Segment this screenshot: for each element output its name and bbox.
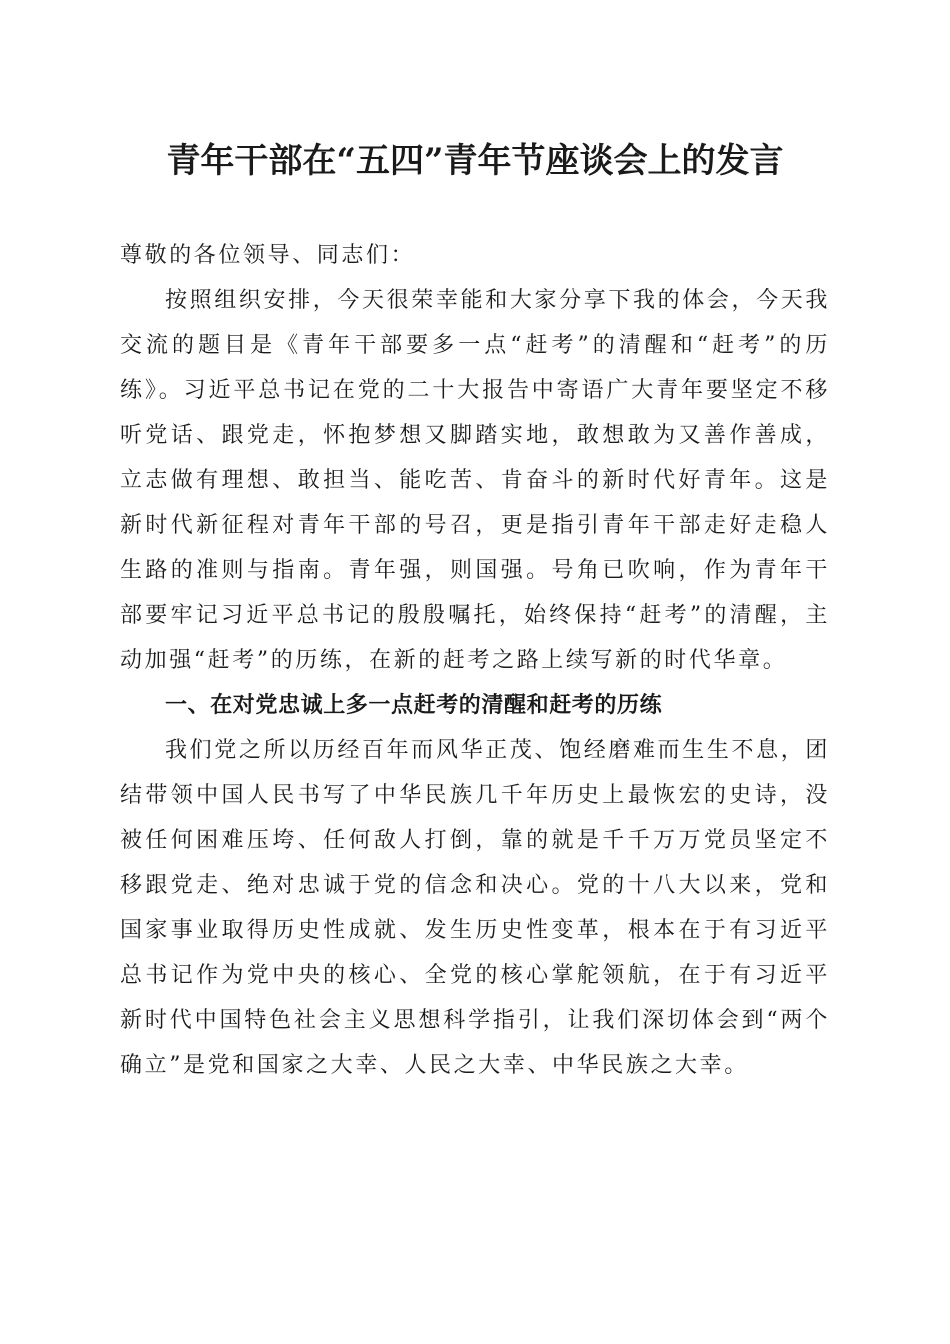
paragraph-intro: 按照组织安排，今天很荣幸能和大家分享下我的体会，今天我交流的题目是《青年干部要多一点“赶考”的清醒和“赶考”的历练》。习近平总书记在党的二十大报告中寄语广大青年要坚定不移听党话、跟党走，怀抱梦想又脚踏实地，敢想敢为又善作善成，立志做有理想、敢担当、能吃苦、肯奋斗的新时代好青年。这是新时代新征程对青年干部的号召，更是指引青年干部走好走稳人生路的准则与指南。青年强，则国强。号角已吹响，作为青年干部要牢记习近平总书记的殷殷嘱托，始终保持“赶考”的清醒，主动加强“赶考”的历练，在新的赶考之路上续写新的时代华章。 [120,288,830,673]
salutation: 尊敬的各位领导、同志们： [120,243,416,268]
section-heading-1: 一、在对党忠诚上多一点赶考的清醒和赶考的历练 [165,693,663,718]
document-body [120,233,830,1088]
document-title: 青年干部在“五四”青年节座谈会上的发言 [166,141,784,181]
paragraph-section-1: 我们党之所以历经百年而风华正茂、饱经磨难而生生不息，团结带领中国人民书写了中华民族几千年历史上最恢宏的史诗，没被任何困难压垮、任何敌人打倒，靠的就是千千万万党员坚定不移跟党走、绝对忠诚于党的信念和决心。党的十八大以来，党和国家事业取得历史性成就、发生历史性变革，根本在于有习近平总书记作为党中央的核心、全党的核心掌舵领航，在于有习近平新时代中国特色社会主义思想科学指引，让我们深切体会到“两个确立”是党和国家之大幸、人民之大幸、中华民族之大幸。 [120,738,830,1078]
